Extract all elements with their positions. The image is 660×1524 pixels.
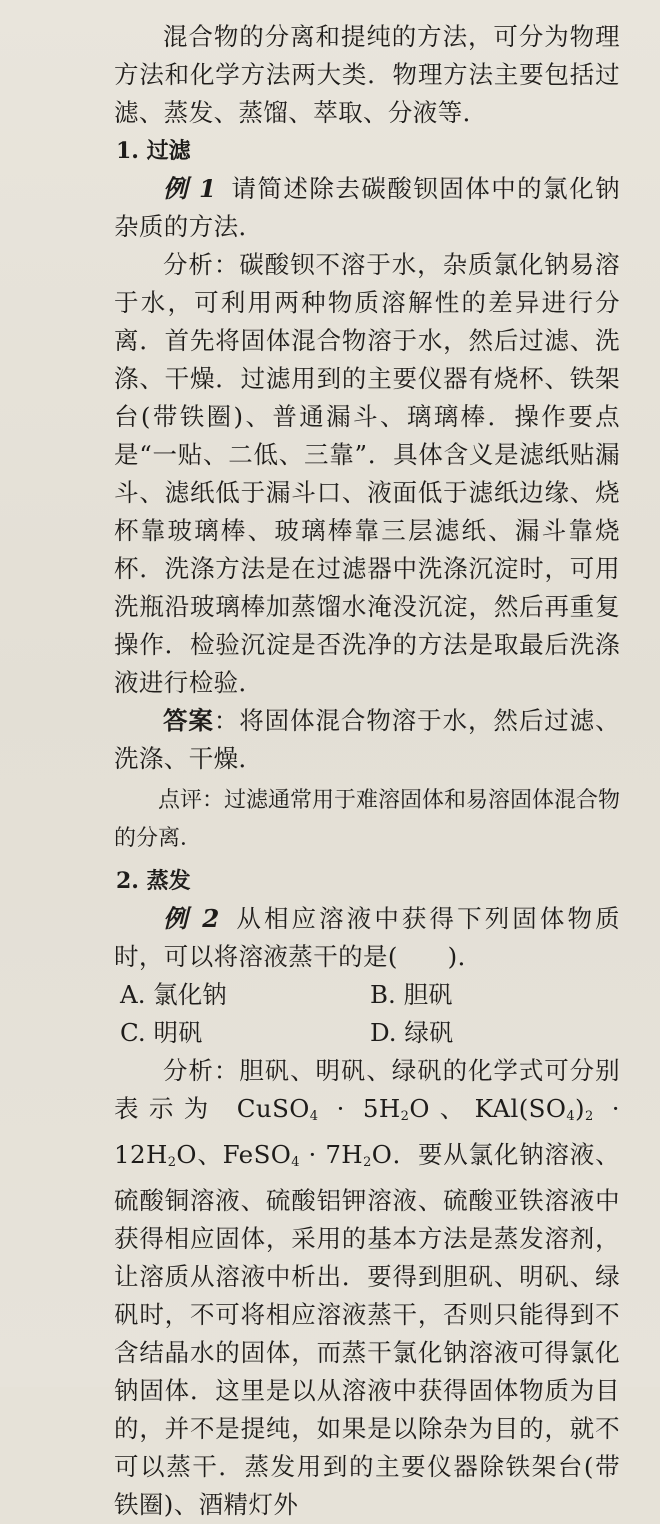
analysis-part: · 7H bbox=[299, 1140, 364, 1169]
example-2-text: 从相应溶液中获得下列固体物质时，可以将溶液蒸干的是( )． bbox=[114, 904, 620, 971]
example-1-comment: 点评：过滤通常用于难溶固体和易溶固体混合物的分离． bbox=[114, 788, 621, 851]
option-d: D. 绿矾 bbox=[370, 1018, 454, 1047]
example-2-analysis bbox=[114, 1052, 620, 1524]
subscript: 2 bbox=[363, 1155, 372, 1170]
analysis-part: ) bbox=[575, 1094, 585, 1123]
example-1-answer bbox=[114, 702, 620, 778]
example-2 bbox=[114, 900, 620, 976]
analysis-part: O、KAl(SO bbox=[409, 1094, 567, 1123]
analysis-part: O、FeSO bbox=[176, 1140, 292, 1169]
section-heading-filtration: 1. 过滤 bbox=[116, 138, 191, 164]
subscript: 4 bbox=[291, 1155, 300, 1170]
section-heading-evaporation: 2. 蒸发 bbox=[116, 868, 191, 894]
subscript: 2 bbox=[400, 1109, 410, 1124]
example-1-text: 请简述除去碳酸钡固体中的氯化钠杂质的方法． bbox=[114, 174, 620, 241]
example-1 bbox=[114, 170, 620, 246]
answer-text: ：将固体混合物溶于水，然后过滤、洗涤、干燥． bbox=[114, 706, 620, 773]
example-1-analysis: 分析：碳酸钡不溶于水，杂质氯化钠易溶于水，可利用两种物质溶解性的差异进行分离．首先将固体混合物溶于水，然后过滤、洗涤、干燥．过滤用到的主要仪器有烧杯、铁架台(带铁圈)、普通漏斗、璃璃棒．操作要点是“一贴、二低、三靠”．具体含义是滤纸贴漏斗、滤纸低于漏斗口、液面低于滤纸边缘、烧杯靠玻璃棒、玻璃棒靠三层滤纸、漏斗靠烧杯．洗涤方法是在过滤器中洗涤沉淀时，可用洗瓶沿玻璃棒加蒸馏水淹没沉淀，然后再重复操作．检验沉淀是否洗净的方法是取最后洗涤液进行检验． bbox=[114, 250, 620, 697]
subscript: 2 bbox=[167, 1155, 177, 1170]
analysis-part: · 12H bbox=[114, 1094, 620, 1169]
intro-paragraph: 混合物的分离和提纯的方法，可分为物理方法和化学方法两大类．物理方法主要包括过滤、蒸发、蒸馏、萃取、分液等． bbox=[114, 22, 620, 127]
option-a: A. 氯化钠 bbox=[120, 980, 227, 1009]
subscript: 2 bbox=[584, 1109, 594, 1124]
option-c: C. 明矾 bbox=[120, 1018, 203, 1047]
analysis-part: · 5H bbox=[318, 1094, 401, 1123]
answer-label: 答案 bbox=[163, 706, 214, 735]
example-1-label: 例 1 bbox=[163, 174, 217, 203]
subscript: 4 bbox=[566, 1109, 575, 1124]
example-2-label: 例 2 bbox=[163, 904, 220, 933]
example-2-options bbox=[114, 976, 620, 1052]
subscript: 4 bbox=[309, 1109, 319, 1124]
analysis-part: O．要从氯化钠溶液、硫酸铜溶液、硫酸铝钾溶液、硫酸亚铁溶液中获得相应固体，采用的基本方法是蒸发溶剂，让溶质从溶液中析出．要得到胆矾、明矾、绿矾时，不可将相应溶液蒸干，否则只能得到不含结晶水的固体，而蒸干氯化钠溶液可得氯化钠固体．这里是以从溶液中获得固体物质为目的，并不是提纯，如果是以除杂为目的，就不可以蒸干．蒸发用到的主要仪器除铁架台(带铁圈)、酒精灯外 bbox=[114, 1140, 621, 1519]
analysis-part: 分析：胆矾、明矾、绿矾的化学式可分别表示为 CuSO bbox=[114, 1056, 620, 1123]
option-b: B. 胆矾 bbox=[370, 980, 453, 1009]
